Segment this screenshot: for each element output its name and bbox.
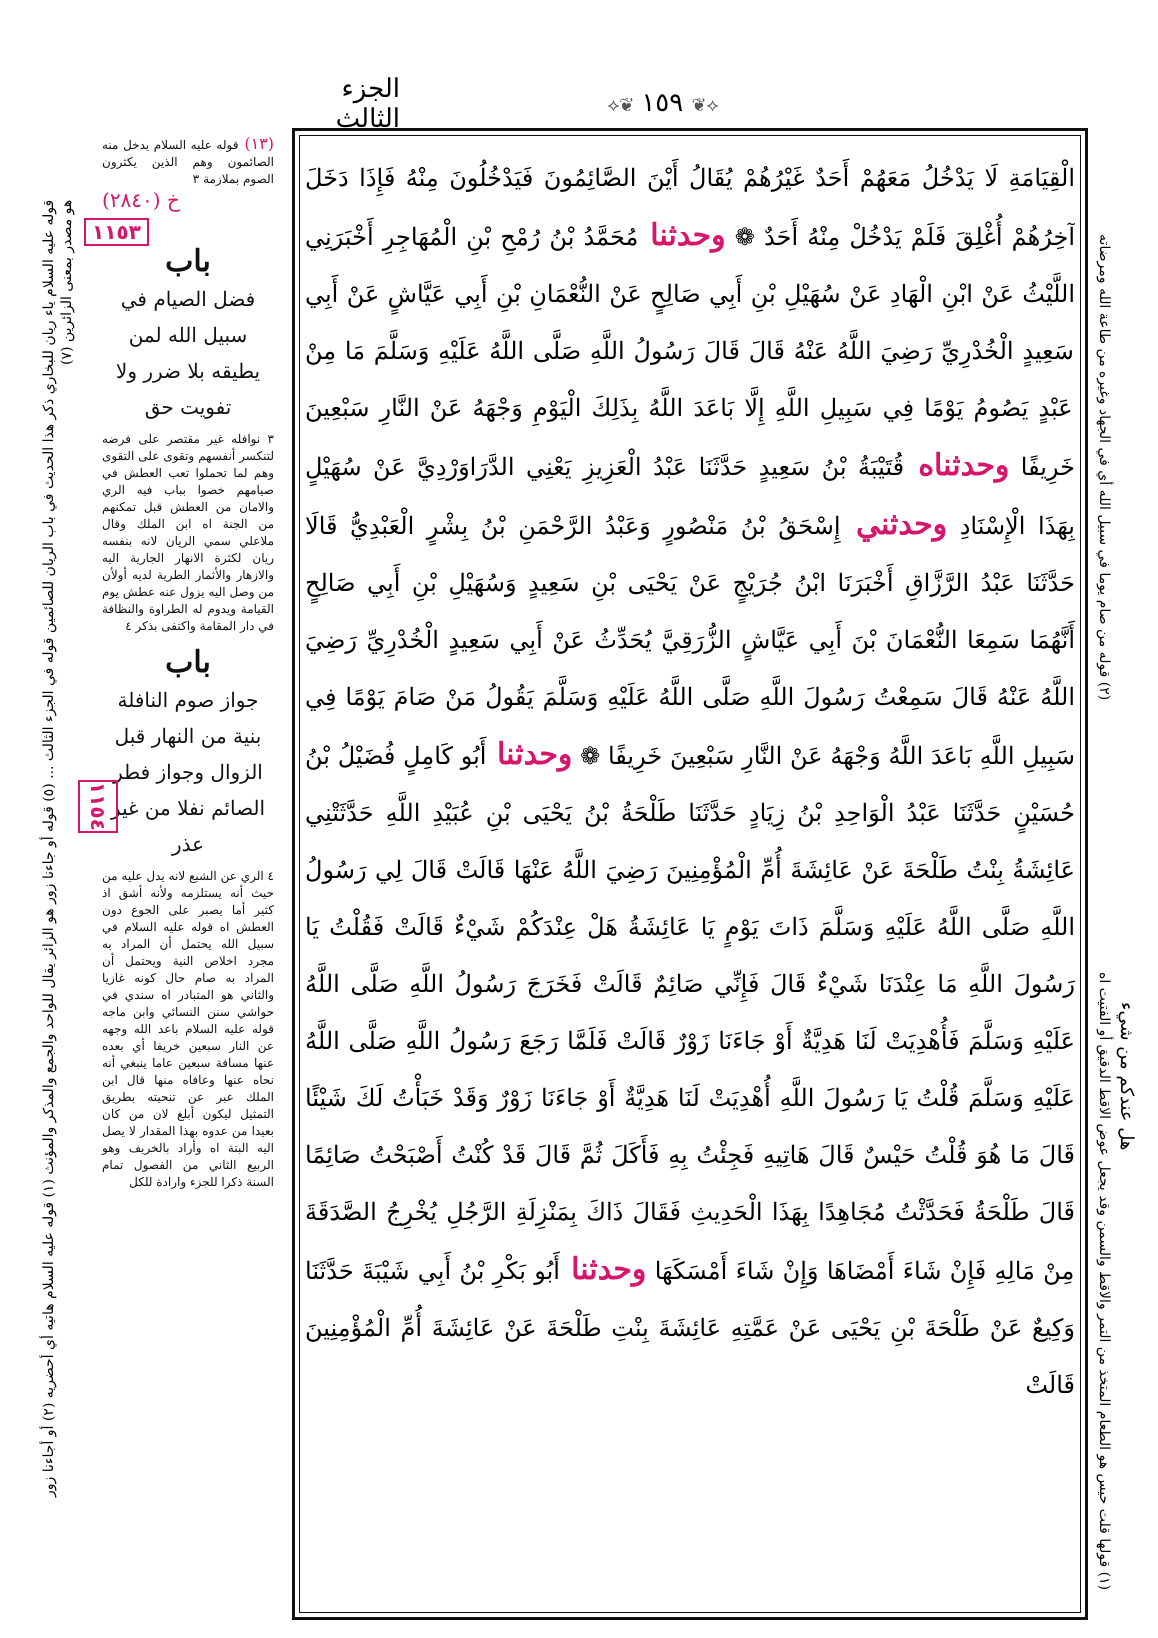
- side-commentary: [102, 135, 274, 1191]
- text-line: سُهَيْلٍ بِهَذَا الْإِسْنَادِ: [305, 453, 1075, 540]
- text-line: أَبِي سَعِيدٍ الْخُدْرِيِّ رَضِيَ اللَّهُ عَنْهُ قَالَ قَالَ رَسُولُ اللَّهِ صَلَّى اللَّهُ عَلَيْهِ وَسَلَّمَ مَا مِنْ: [305, 280, 1074, 365]
- text-line: وَسَلَّمَ قُلْتُ يَا رَسُولَ اللَّهِ أُهْدِيَتْ لَنَا هَدِيَّةٌ أَوْ جَاءَنَا زَوْرٌ وَقَدْ خَبَأْتُ لَكَ شَيْئًا قَالَ: [305, 1084, 1075, 1169]
- left-margin-notes: [40, 200, 100, 1620]
- chain-marker: وحدثنا: [638, 218, 726, 253]
- note-text: قوله عليه السلام يدخل منه الصائمون وهم الذين يكثرون الصوم بملازمة ٣: [102, 138, 274, 186]
- chapter-title: جواز صوم النافلة بنية من النهار قبل الزوال وجواز فطر الصائم نفلا من غير عذر: [110, 688, 266, 856]
- bab-heading: باب: [165, 645, 211, 680]
- text-line: مَالِهِ فَإِنْ شَاءَ أَمْضَاهَا وَإِنْ شَاءَ أَمْسَكَهَا: [646, 1257, 1035, 1285]
- text-line: الْقِيَامَةِ لَا يَدْخُلُ مَعَهُمْ أَحَدٌ غَيْرُهُمْ يُقَالُ أَيْنَ الصَّائِمُونَ فَيَدْخُلُونَ مِنْهُ فَإِذَا: [348, 164, 1075, 192]
- text-line: دَخَلَ آخِرُهُمْ أُغْلِقَ فَلَمْ يَدْخُلْ مِنْهُ أَحَدٌ ❁: [305, 164, 1075, 251]
- text-line: رَسُولُ اللَّهِ صَلَّى اللَّهُ عَلَيْهِ وَسَلَّمَ ذَاتَ يَوْمٍ يَا عَائِشَةُ هَلْ عِنْدَكُمْ شَيْءٌ قَالَتْ فَقُلْتُ: [305, 856, 1075, 941]
- text-line: حَدَّثَتْنِي عَائِشَةُ بِنْتُ طَلْحَةَ عَنْ عَائِشَةَ أُمِّ الْمُؤْمِنِينَ رَضِيَ اللَّهُ عَنْهَا قَالَتْ قَالَ لِي: [305, 799, 1075, 884]
- note-text: ٤ الري عن الشبع لانه يدل عليه من حيث أنه يستلزمه ولأنه أشق اذ كثير أما يصبر على الجوع دون العطش اه قوله عليه السلام في سبيل الله يحتمل أن المراد به مجرد اخلاص النية ويحتمل أن المراد به صام حال كونه غازيا والثاني هو المتبادر اه سندي في حواشي سنن النسائي وابن ماجه قوله عليه السلام باعد الله وجهه عن النار سبعين خريفا أي بعده عنها مسافة سبعين عاما ينبغي أنه نحاه عنها وعافاه منها قال ابن الملك عبر عن تنحيته بطريق التمثيل ليكون أبلغ لان من كان بعيدا من عدوه بهذا المقدار لا يصل اليه البتة اه وأراد بالخريف وهو الربيع الثاني من الفصول تمام السنة ذكرا للجزء وارادة للكل: [102, 869, 274, 1189]
- text-line: أَخْبَرَنِي اللَّيْثُ عَنْ ابْنِ الْهَادِ عَنْ سُهَيْلِ بْنِ أَبِي صَالِحٍ عَنْ النُّعْمَانِ بْنِ أَبِي عَيَّاشٍ عَنْ: [305, 223, 1075, 308]
- text-line: إِسْحَقُ بْنُ مَنْصُورٍ وَعَبْدُ الرَّحْمَنِ بْنُ بِشْرٍ الْعَبْدِيُّ: [337, 512, 841, 540]
- bab-heading: باب: [165, 244, 211, 279]
- vertical-note: قوله عليه السلام ياء ريان للبخاري ذكر هذا الحديث في باب الريان للصائمين قوله في الجزء الثالث ... (٥) قوله أو جاءنا زور هو الزائر يقال للواحد والجمع والمذكر والمؤنث (١) قوله عليه السلام هاتيه أي أحضريه (٢) أو أجاءنا زور هو مصدر بمعنى الزائرين (٧): [41, 200, 75, 1498]
- chain-marker: وحدثناه: [904, 448, 1010, 483]
- page-number-value: ١٥٩: [641, 88, 692, 118]
- hadith-number-box: ١١٥٣: [84, 218, 149, 246]
- ornament-icon: ⟡❦: [607, 95, 634, 116]
- text-line: رَضِيَ اللَّهُ عَنْهُ قَالَ سَمِعْتُ رَسُولَ اللَّهِ صَلَّى اللَّهُ عَلَيْهِ وَسَلَّمَ يَقُولُ مَنْ صَامَ يَوْمًا: [305, 626, 1075, 711]
- text-line: قُتَيْبَةُ بْنُ سَعِيدٍ حَدَّثَنَا عَبْدُ الْعَزِيزِ يَعْنِي الدَّرَاوَرْدِيَّ عَنْ: [361, 453, 905, 481]
- kh-reference: خ (٢٨٤٠): [102, 188, 180, 212]
- vertical-note: (٢) قوله من صام يوما في سبيل الله أي في الجهاد وغيره من طاعة الله ومرضاته: [1096, 233, 1112, 700]
- note-ref: (١٣): [238, 134, 275, 153]
- text-line: أَبُو بَكْرِ بْنُ أَبِي شَيْبَةَ حَدَّثَنَا: [305, 1257, 560, 1285]
- text-line: مُحَمَّدُ بْنُ رُمْحِ بْنِ الْمُهَاجِرِ: [373, 223, 639, 251]
- text-line: قَالَا حَدَّثَنَا عَبْدُ الرَّزَّاقِ أَخْبَرَنَا ابْنُ جُرَيْجٍ عَنْ يَحْيَى بْنِ سَعِيدٍ وَسُهَيْلِ بْنِ أَبِي: [305, 512, 1075, 597]
- text-line: يَا رَسُولَ اللَّهِ مَا عِنْدَنَا شَيْءٌ قَالَ فَإِنِّي صَائِمٌ قَالَتْ فَخَرَجَ رَسُولُ اللَّهِ صَلَّى اللَّهُ عَلَيْهِ: [305, 913, 1075, 1055]
- vertical-note: (١) قولها قلت حيس هو الطعام المتخذ من التمر والاقط والسمن وقد يجعل عوض الاقط الدقيق أو الفتيت اه: [1096, 971, 1112, 1590]
- page-number: [588, 88, 738, 120]
- main-hadith-text: [305, 150, 1075, 1610]
- text-line: أَبُو كَامِلٍ: [395, 742, 487, 770]
- chain-marker: وحدثنا: [486, 737, 573, 772]
- part-title: الجزء الثالث: [335, 74, 400, 134]
- chain-marker: وحدثني: [840, 507, 948, 542]
- chain-marker: وحدثنا: [559, 1252, 647, 1287]
- text-line: صَالِحٍ أَنَّهُمَا سَمِعَا النُّعْمَانَ بْنَ أَبِي عَيَّاشٍ الزُّرَقِيَّ يُحَدِّثُ عَنْ أَبِي سَعِيدٍ الْخُدْرِيِّ: [305, 569, 1075, 654]
- chapter-title: فضل الصيام في سبيل الله لمن يطيقه بلا ضرر ولا تفويت حق: [115, 287, 261, 419]
- text-line: وَسَلَّمَ فَأُهْدِيَتْ لَنَا هَدِيَّةٌ أَوْ جَاءَنَا زَوْرٌ قَالَتْ فَلَمَّا رَجَعَ رَسُولُ اللَّهِ صَلَّى اللَّهُ عَلَيْهِ: [305, 1027, 1075, 1112]
- text-line: فُضَيْلُ بْنُ حُسَيْنٍ حَدَّثَنَا عَبْدُ الْوَاحِدِ بْنُ زِيَادٍ حَدَّثَنَا طَلْحَةُ بْنُ يَحْيَى بْنِ عُبَيْدِ اللَّهِ: [305, 742, 1075, 827]
- right-margin-notes: [1095, 130, 1150, 1620]
- text-line: فِي سَبِيلِ اللَّهِ بَاعَدَ اللَّهُ وَجْهَهُ عَنْ النَّارِ سَبْعِينَ خَرِيفًا ❁: [305, 683, 1075, 770]
- hadith-number-box: ١١٥٤: [78, 780, 118, 837]
- text-line: طَلْحَةُ فَحَدَّثْتُ مُجَاهِدًا بِهَذَا الْحَدِيثِ فَقَالَ ذَاكَ بِمَنْزِلَةِ الرَّجُلِ يُخْرِجُ الصَّدَقَةَ مِنْ: [305, 1198, 1075, 1285]
- note-13: [102, 135, 274, 188]
- text-line: مَا هُوَ قُلْتُ حَيْسٌ قَالَ هَاتِيهِ فَجِئْتُ بِهِ فَأَكَلَ ثُمَّ قَالَ قَدْ كُنْتُ أَصْبَحْتُ صَائِمًا قَالَ: [305, 1141, 1075, 1226]
- vertical-note: هل عندكم من شيء: [1116, 1001, 1137, 1150]
- note-text: ٣ نوافله غير مقتصر على فرضه لتنكسر أنفسهم وتقوى على التقوى وهم لما تحملوا تعب العطش في صيامهم خصوا بباب فيه الري والامان من العطش قبل تمكنهم من الجنة اه ابن الملك وقال ملاعلي سمي الريان لانه بنفسه ريان لكثرة الانهار الجارية اليه والازهار والأثمار الطرية لديه أولأن من وصل اليه يزول عنه عطش يوم القيامة ويدوم له الطراوة والنظافة في دار المقامة واكتفى بذكر ٤: [102, 432, 274, 633]
- text-line: وَكِيعٌ عَنْ طَلْحَةَ بْنِ يَحْيَى عَنْ عَمَّتِهِ عَائِشَةَ بِنْتِ طَلْحَةَ عَنْ عَائِشَةَ أُمِّ الْمُؤْمِنِينَ قَالَتْ: [305, 1314, 1075, 1399]
- ornament-icon: ❦⟡: [691, 95, 719, 116]
- text-line: عَبْدٍ يَصُومُ يَوْمًا فِي سَبِيلِ اللَّهِ إِلَّا بَاعَدَ اللَّهُ بِذَلِكَ الْيَوْمِ وَجْهَهُ عَنْ النَّارِ سَبْعِينَ: [305, 394, 1073, 422]
- text-line: خَرِيفًا: [1009, 453, 1075, 481]
